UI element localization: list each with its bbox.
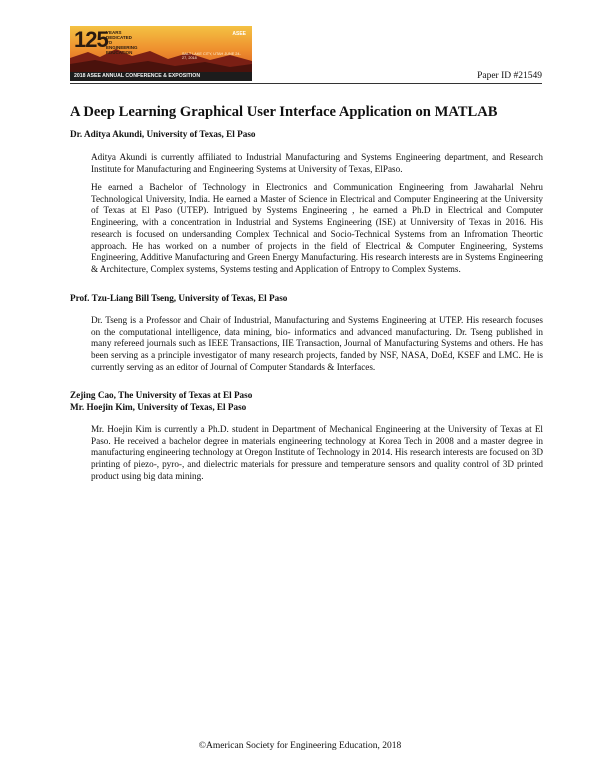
author-name: Mr. Hoejin Kim, University of Texas, El Paso xyxy=(70,402,247,412)
author-name: Prof. Tzu-Liang Bill Tseng, University of Texas, El Paso xyxy=(70,293,288,303)
header-divider xyxy=(70,83,542,84)
author-name: Dr. Aditya Akundi, University of Texas, El Paso xyxy=(70,129,256,139)
author-name: Zejing Cao, The University of Texas at El Paso xyxy=(70,390,253,400)
bio-paragraph: He earned a Bachelor of Technology in Electronics and Communication Engineering from Jawaharlal Nehru Technological University, India. He earned a Master of Science in Electrical and Computer Engineering at the University of Texas at El Paso (UTEP). Intrigued by Systems Engineering , he earned a Ph.D in Electrical and Computer Engineering, with a concentration in Industrial and Systems Engineering (ISE) at Unniversity of Texas in 2016. His research is focused on undersanding Complex Technical and Socio-Technical Systems from an Infromation Theortic approach. He has worked on a number of projects in the field of Electrical & Computer Engineering, Systems Engineering, Additive Manufacturing and Green Energy Manufacturing. His research interests are in Systems Engineering & Architecture, Complex systems, Systems testing and Application of Entropy to Complex Systems. xyxy=(91,182,543,274)
conference-name: 2018 ASEE ANNUAL CONFERENCE & EXPOSITION xyxy=(70,72,252,81)
copyright-footer: ©American Society for Engineering Education, 2018 xyxy=(198,741,402,751)
paper-title: A Deep Learning Graphical User Interface Application on MATLAB xyxy=(70,104,498,120)
bio-paragraph: Dr. Tseng is a Professor and Chair of Industrial, Manufacturing and Systems Engineering at UTEP. His research focuses on the computational intelligence, data mining, bio- informatics and advanced manufacturing. Dr. Tseng published in many refereed journals such as IEEE Transactions, IIE Transaction, Journal of Manufacturing Systems and others. He has been serving as a principle investigator of many research projects, fanded by NSF, NASA, DoEd, KSEF and LMC. He is currently serving as an editor of Journal of Computer Standards & Interfaces. xyxy=(91,315,543,372)
anniversary-number: 125 xyxy=(74,27,108,52)
conference-banner xyxy=(70,26,252,81)
conference-location: SALT LAKE CITY, UTAH JUNE 24-27, 2018 xyxy=(182,52,241,61)
paper-id: Paper ID #21549 xyxy=(477,71,542,81)
bio-paragraph: Aditya Akundi is currently affiliated to Industrial Manufacturing and Systems Engineering department, and Research Institute for Manufacturing and Engineering Systems at University of Texas, ElPaso. xyxy=(91,152,543,174)
bio-paragraph: Mr. Hoejin Kim is currently a Ph.D. student in Department of Mechanical Engineering at the University of Texas at El Paso. He received a bachelor degree in materials engineering technology at Korea Tech in 2008 and a master degree in manufacturing engineering technology at Oregon Institute of Technology in 2014. His research interests are focused on 3D printing of piezo-, pyro-, and dielectric materials for pressure and temperature sensors and quality control of 3D printed product using big data mining. xyxy=(91,424,543,481)
anniversary-tagline: YEARS DEDICATED TO ENGINEERING EDUCATION xyxy=(106,30,138,55)
asee-logo: ASEE xyxy=(232,31,246,37)
